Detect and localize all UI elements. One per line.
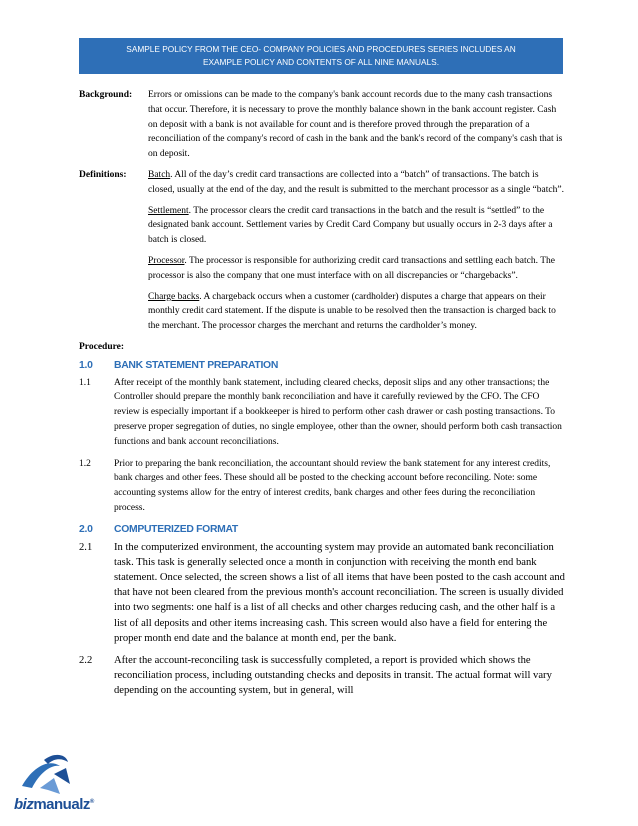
- procedure-item: [79, 376, 565, 450]
- definition-text: . A chargeback occurs when a customer (cardholder) disputes a charge that appears on their monthly credit card statement. If the dispute is unable to be resolved then the transaction is charged back to the merchant. The processor charges the merchant and returns the cardholder’s money.: [148, 291, 556, 332]
- brand-rest: manualz: [33, 796, 90, 813]
- definition-text: . The processor clears the credit card transactions in the batch and the result is “settled” to the designated bank account. Settlement varies by Credit Card Company but usually occurs in 2-3 days after a batch is closed.: [148, 205, 553, 246]
- background-text: Errors or omissions can be made to the company's bank account records due to the many cash transactions that occur. Therefore, it is necessary to prove the monthly balance shown in the bank account register. Cash on deposit with a bank is not available for count and is therefore proved through the preparation of a reconciliation of the company's record of cash in the bank and the bank's record of the company's cash that is on deposit.: [148, 90, 563, 160]
- definition-term: Batch: [148, 169, 171, 180]
- definition-text: . The processor is responsible for authorizing credit card transactions and settling each batch. The processor is also the company that one must interface with on all discrepancies or “chargebacks”.: [148, 255, 555, 281]
- banner-line-2: EXAMPLE POLICY AND CONTENTS OF ALL NINE MANUALS.: [202, 57, 440, 67]
- section-title: COMPUTERIZED FORMAT: [114, 523, 238, 535]
- procedure-label: Procedure:: [79, 341, 125, 352]
- item-number: 2.2: [79, 654, 93, 666]
- procedure-item: [79, 540, 565, 646]
- definition-batch: [148, 168, 565, 198]
- section-heading: [79, 523, 565, 538]
- item-text: After the account-reconciling task is successfully completed, a report is provided which shows the reconciliation process, including outstanding checks and deposits in transit. The actual format will vary depending on the accounting system, but in general, will: [114, 654, 552, 697]
- brand-bold: biz: [14, 796, 34, 813]
- definition-term: Settlement: [148, 205, 189, 216]
- item-number: 1.2: [79, 458, 91, 469]
- section-number: 2.0: [79, 523, 93, 535]
- item-text: After receipt of the monthly bank statement, including cleared checks, deposit slips and any other transactions; the Controller should prepare the monthly bank reconciliation and have it carefully reviewed by the CFO. The CFO review is especially important if a bookkeeper is hired to perform other cash drawer or cash posting transactions. To preserve proper segregation of duties, no single employee, other than the owner, should perform both cash transaction functions and bank account reconciliations.: [114, 377, 562, 447]
- brand-wordmark: [14, 796, 94, 813]
- item-number: 1.1: [79, 377, 91, 388]
- section-heading: [79, 359, 565, 374]
- document-body: [79, 88, 565, 706]
- definition-charge-backs: [148, 290, 565, 334]
- header-banner: [79, 38, 563, 74]
- definition-processor: [148, 254, 565, 284]
- item-text: In the computerized environment, the accounting system may provide an automated bank reconciliation task. This task is generally selected once a month in conjunction with receiving the month end bank statement. Once selected, the screen shows a list of all items that have been posted to the cash account and that have not been cleared from the previous month's account reconciliation. The screen is usually divided into two segments: one half is a list of all checks and other charges reducing cash, and the other half is a list of all deposits and other items increasing cash. This screen would also have a field for entering the proper month end date and the balance at month end, per the bank.: [114, 541, 565, 644]
- procedure-item: [79, 653, 565, 699]
- definitions-label: Definitions:: [79, 169, 127, 180]
- section-title: BANK STATEMENT PREPARATION: [114, 359, 279, 371]
- definitions-section: [79, 168, 565, 334]
- trademark-symbol: ®: [89, 799, 94, 805]
- procedure-item: [79, 457, 565, 516]
- definition-term: Processor: [148, 255, 185, 266]
- item-text: Prior to preparing the bank reconciliation, the accountant should review the bank statement for any interest credits, bank charges and other fees. These should all be posted to the checking account before reconciling. Note: some accounting systems allow for the entry of interest credits, bank charges and other fees during the reconciliation process.: [114, 458, 551, 513]
- definition-term: Charge backs: [148, 291, 200, 302]
- definition-text: . All of the day’s credit card transactions are collected into a “batch” of transactions. The batch is closed, usually at the end of the day, and the result is submitted to the merchant processor as a single “batch”.: [148, 169, 564, 195]
- section-number: 1.0: [79, 359, 93, 371]
- banner-line-1: SAMPLE POLICY FROM THE CEO- COMPANY POLICIES AND PROCEDURES SERIES INCLUDES AN: [126, 44, 516, 54]
- background-label: Background:: [79, 90, 133, 100]
- background-section: [79, 88, 565, 162]
- definition-settlement: [148, 204, 565, 248]
- item-number: 2.1: [79, 541, 93, 553]
